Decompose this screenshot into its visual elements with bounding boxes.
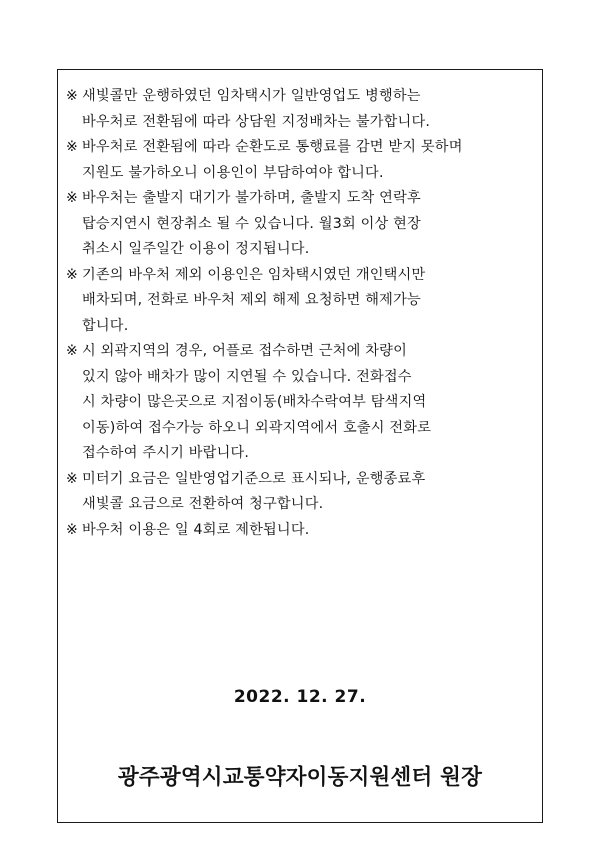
reference-mark: ※ [66,139,78,155]
notice-text-line: 지원도 불가하오니 이용인이 부담하여야 합니다. [82,164,384,181]
notice-text-line: 기존의 바우처 제외 이용인은 임차택시였던 개인택시만 [82,266,426,283]
notice-text-line: 새빛콜만 운행하였던 임차택시가 일반영업도 병행하는 [82,88,421,104]
notice-item [66,518,540,544]
notice-text-line: 합니다. [82,317,129,334]
notice-text-line: 시 외곽지역의 경우, 어플로 접수하면 근처에 차량이 [82,343,407,359]
reference-mark: ※ [66,343,78,359]
notice-item [66,263,540,340]
notice-item [66,339,540,467]
reference-mark: ※ [66,190,78,206]
notice-text-line: 바우처로 전환됨에 따라 순환도로 통행료를 감면 받지 못하며 [82,139,463,155]
notice-text-line: 바우처 이용은 일 4회로 제한됩니다. [82,521,310,538]
notice-text-line: 이동)하여 접수가능 하오니 외곽지역에서 호출시 전화로 [82,419,432,436]
reference-mark: ※ [66,521,78,538]
notice-text-line: 시 차량이 많은곳으로 지점이동(배차수락여부 탐색지역 [82,394,427,410]
notice-list [66,84,540,543]
notice-text-line: 바우처는 출발지 대기가 불가하며, 출발지 도착 연락후 [82,190,421,206]
notice-item [66,467,540,518]
reference-mark: ※ [66,266,78,283]
notice-text-line: 미터기 요금은 일반영업기준으로 표시되나, 운행종료후 [82,470,426,487]
reference-mark: ※ [66,88,78,104]
notice-item [66,84,540,135]
notice-text-line: 접수하여 주시기 바랍니다. [82,445,250,461]
reference-mark: ※ [66,470,78,487]
notice-text-line: 바우처로 전환됨에 따라 상담원 지정배차는 불가합니다. [82,113,431,130]
notice-text-line: 새빛콜 요금으로 전환하여 청구합니다. [82,496,324,512]
signature: 광주광역시교통약자이동지원센터 원장 [117,765,483,790]
notice-text-line: 탑승지연시 현장취소 될 수 있습니다. 월3회 이상 현장 [82,215,421,232]
notice-item [66,186,540,263]
notice-text-line: 있지 않아 배차가 많이 지연될 수 있습니다. 전화접수 [82,368,412,385]
issue-date: 2022. 12. 27. [233,687,367,707]
notice-text-line: 취소시 일주일간 이용이 정지됩니다. [82,241,310,257]
notice-text-line: 배차되며, 전화로 바우처 제외 해제 요청하면 해제가능 [82,292,421,308]
notice-item [66,135,540,186]
